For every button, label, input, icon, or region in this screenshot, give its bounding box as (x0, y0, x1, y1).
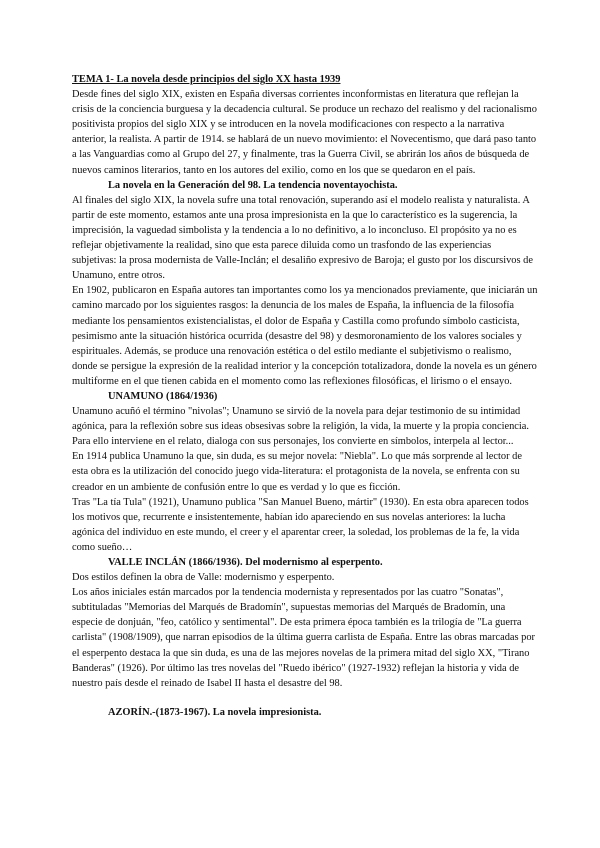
paragraph-unamuno-niebla: En 1914 publica Unamuno la que, sin duda, es su mejor novela: "Niebla". Lo que más sorprende al lector de esta obra es la utilización del conocido juego vida-literatura: el protagonista de la novela, se enfrenta con su creador en un ambiente de confusión entre lo que es verdad y lo que es ficción. (72, 451, 522, 493)
section-heading-98: La novela en la Generación del 98. La tendencia noventayochista. (108, 179, 398, 191)
document-title: TEMA 1- La novela desde principios del siglo XX hasta 1939 (72, 74, 341, 85)
intro-paragraph: Desde fines del siglo XIX, existen en España diversas corrientes inconformistas en literatura que reflejan la crisis de la conciencia burguesa y la decadencia cultural. Se produce un rechazo del realismo y del racionalismo positivista propios del siglo XIX y se introducen en la novela modificaciones con respecto a la narrativa anterior, la realista. A partir de 1914. se hablará de un nuevo movimiento: el Novecentismo, que dará paso tanto a las Vanguardias como al Grupo del 27, y finalmente, tras la Guerra Civil, se abrirán los años de búsqueda de nuevos caminos literarios, tanto en los autores del exilio, como en los que se quedaron en el país. (72, 89, 537, 176)
section-heading-azorin: AZORÍN.-(1873-1967). La novela impresionista. (108, 706, 322, 718)
paragraph-valle-styles: Dos estilos definen la obra de Valle: modernismo y esperpento. (72, 572, 335, 584)
paragraph-valle-works: Los años iniciales están marcados por la tendencia modernista y representados por las cuatro "Sonatas", subtituladas "Memorias del Marqués de Bradomín", supuestas memorias del Marqués de Bradomín, una especie de donjuán, "feo, católico y sentimental". De esta primera época también es la trilogía de "La guerra carlista" (1908/1909), que narran episodios de la última guerra carlista de España. Entre las obras marcadas por el esperpento destaca la que sin duda, es una de las mejores novelas de la primera mitad del siglo XX, "Tirano Banderas" (1926). Por último las tres novelas del "Ruedo ibérico" (1927-1932) reflejan la historia y vida de nuestro país desde el reinado de Isabel II hasta el desastre del 98. (72, 587, 535, 689)
section-heading-unamuno: UNAMUNO (1864/1936) (108, 390, 218, 402)
paragraph-98-renovation: Al finales del siglo XIX, la novela sufre una total renovación, superando así el modelo realista y naturalista. A partir de este momento, estamos ante una prosa impresionista en la que lo característico es la sugerencia, la imprecisión, la vaguedad simbolista y la tendencia a lo no definitivo, a lo inconcluso. El propósito ya no es reflejar objetivamente la realidad, sino que esta parece diluida como un trasfondo de las experiencias subjetivas: la prosa modernista de Valle-Inclán; el desaliño expresivo de Baroja; el gusto por los discursivos de Unamuno, entre otros. (72, 194, 533, 282)
paragraph-unamuno-san-manuel: Tras "La tía Tula" (1921), Unamuno publica "San Manuel Bueno, mártir" (1930). En esta obra aparecen todos los motivos que, recurrente e insistentemente, habían ido apareciendo en sus novelas anteriores: la lucha agónica del individuo en este mundo, el creer y el aparentar creer, la soledad, los problemas de la fe, la vida como sueño… (72, 496, 529, 553)
section-heading-valle: VALLE INCLÁN (1866/1936). Del modernismo al esperpento. (108, 557, 383, 568)
paragraph-98-features: En 1902, publicaron en España autores tan importantes como los ya mencionados previamente, que iniciarán un camino marcado por los siguientes rasgos: la denuncia de los males de España, la influencia de la filosofía mediante los pensamientos existencialistas, el dolor de España y Castilla como profundo símbolo casticista, pesimismo ante la situación histórica ocurrida (desastre del 98) y desmoronamiento de los valores sociales y espirituales. Además, se produce una renovación estética o del estilo mediante el subjetivismo o realismo, donde se persigue la expresión de la realidad interior y la concepción totalizadora, donde la novela es un género multiforme en el que tienen cabida en el momento como las reflexiones filosóficas, el lirismo o el ensayo. (72, 285, 538, 387)
paragraph-unamuno-nivolas: Unamuno acuñó el término "nivolas"; Unamuno se sirvió de la novela para dejar testimonio de su intimidad agónica, para la reflexión sobre sus ideas obsesivas sobre la religión, la vida, la muerte y la propia conciencia. Para ello interviene en el relato, dialoga con sus personajes, los convierte en símbolos, interpela al lector... (72, 406, 530, 448)
document-body (72, 72, 538, 720)
